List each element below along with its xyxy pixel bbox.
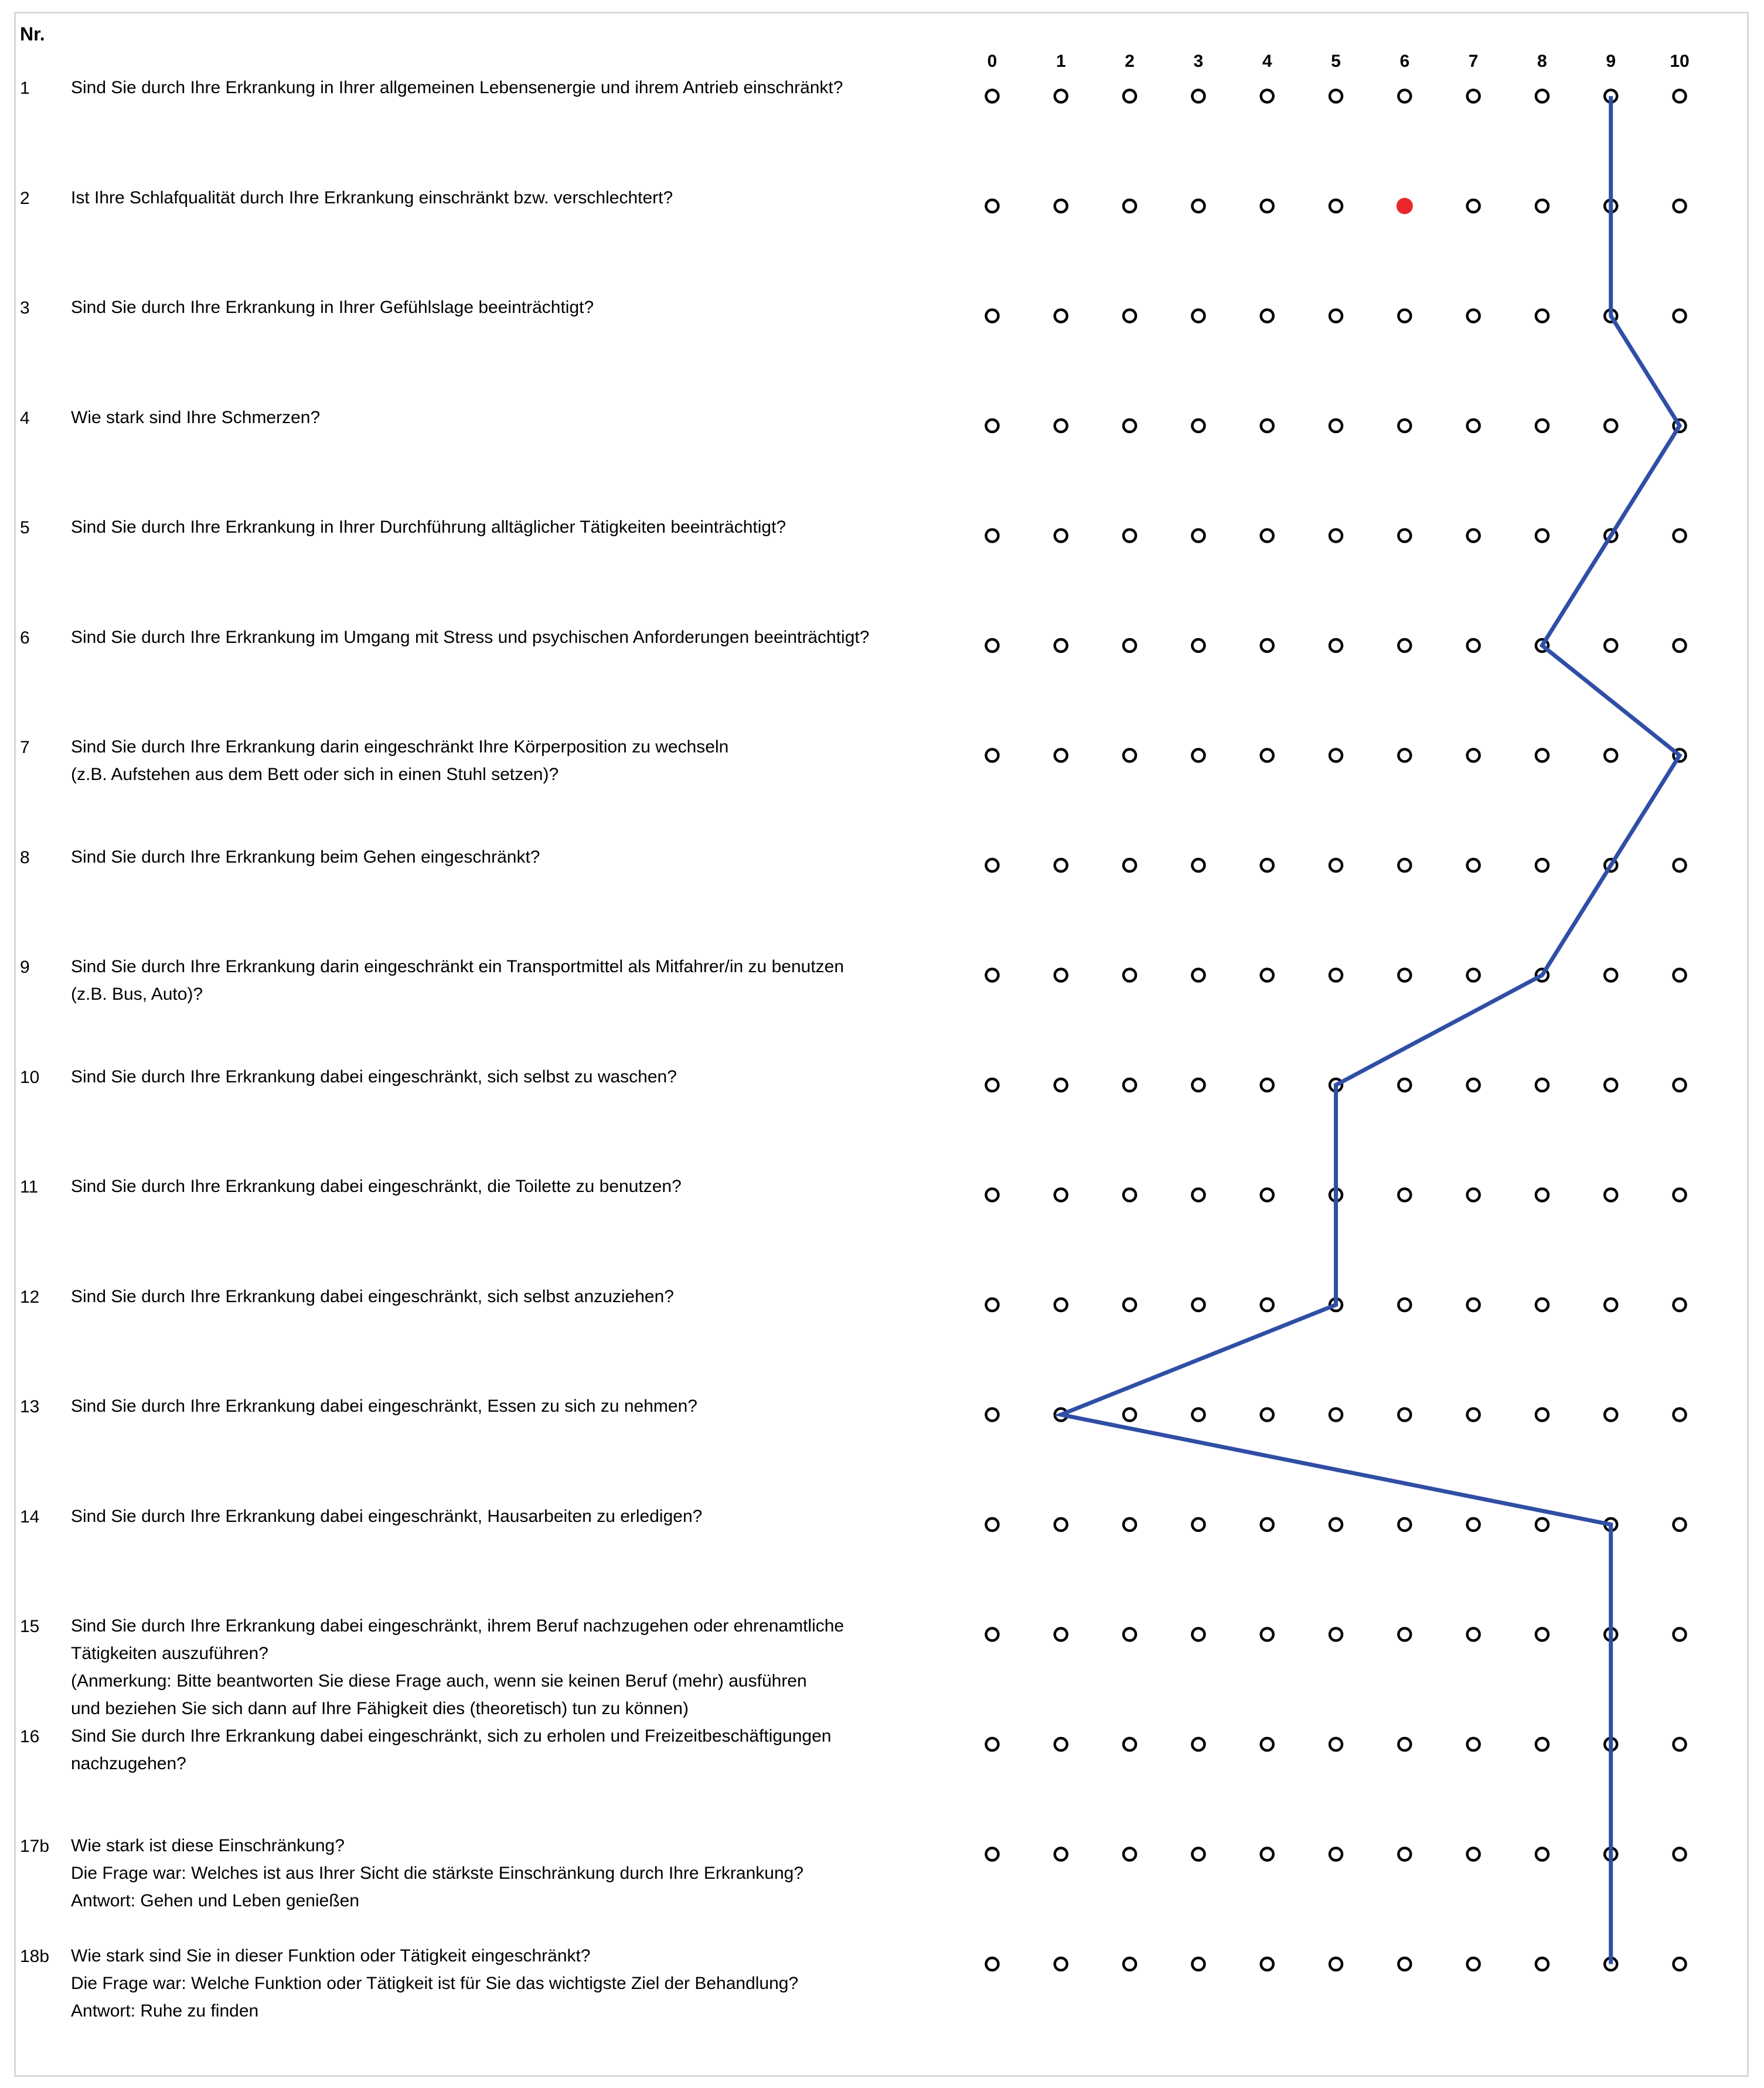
rating-option-q13-9[interactable] <box>1605 1409 1617 1421</box>
scale-label-4: 4 <box>1262 52 1272 71</box>
rating-option-q6-10[interactable] <box>1674 639 1686 652</box>
rating-option-q1-4[interactable] <box>1261 90 1273 103</box>
rating-option-q15-3[interactable] <box>1192 1629 1204 1641</box>
rating-option-q12-6[interactable] <box>1398 1299 1411 1311</box>
rating-option-q17b-6[interactable] <box>1398 1848 1411 1861</box>
question-number: 12 <box>20 1287 40 1307</box>
rating-option-q12-7[interactable] <box>1467 1299 1480 1311</box>
rating-option-q15-7[interactable] <box>1467 1629 1480 1641</box>
rating-option-q4-2[interactable] <box>1123 420 1136 432</box>
rating-option-q6-6[interactable] <box>1398 639 1411 652</box>
question-text-line: Sind Sie durch Ihre Erkrankung dabei eingeschränkt, sich selbst zu waschen? <box>71 1067 677 1086</box>
rating-option-q16-2[interactable] <box>1123 1738 1136 1750</box>
scale-label-9: 9 <box>1606 52 1616 71</box>
rating-option-q17b-0[interactable] <box>986 1848 999 1861</box>
rating-option-q13-2[interactable] <box>1123 1409 1136 1421</box>
rating-option-q4-8[interactable] <box>1536 420 1548 432</box>
rating-option-q7-9[interactable] <box>1605 750 1617 762</box>
question-number: 14 <box>20 1507 40 1527</box>
rating-option-q10-2[interactable] <box>1123 1079 1136 1091</box>
rating-option-q17b-4[interactable] <box>1261 1848 1273 1861</box>
question-number: 6 <box>20 628 30 648</box>
rating-option-q15-1[interactable] <box>1055 1629 1067 1641</box>
rating-option-q8-6[interactable] <box>1398 859 1411 871</box>
rating-option-q2-7[interactable] <box>1467 200 1480 212</box>
rating-option-q18b-10[interactable] <box>1674 1958 1686 1970</box>
rating-option-q2-3[interactable] <box>1192 200 1204 212</box>
scale-label-6: 6 <box>1399 52 1410 71</box>
highlight-dot <box>1397 198 1413 214</box>
rating-option-q4-4[interactable] <box>1261 420 1273 432</box>
question-number: 8 <box>20 847 30 867</box>
question-text-line: Sind Sie durch Ihre Erkrankung darin eingeschränkt Ihre Körperposition zu wechseln <box>71 737 729 757</box>
rating-option-q6-2[interactable] <box>1123 639 1136 652</box>
rating-option-q9-0[interactable] <box>986 969 999 982</box>
question-number: 7 <box>20 738 30 757</box>
rating-option-q3-10[interactable] <box>1674 310 1686 322</box>
rating-option-q17b-10[interactable] <box>1674 1848 1686 1861</box>
rating-option-q18b-3[interactable] <box>1192 1958 1204 1970</box>
rating-option-q8-1[interactable] <box>1055 859 1067 871</box>
rating-option-q17b-8[interactable] <box>1536 1848 1548 1861</box>
rating-option-q1-1[interactable] <box>1055 90 1067 103</box>
rating-option-q15-8[interactable] <box>1536 1629 1548 1641</box>
rating-option-q15-5[interactable] <box>1330 1629 1342 1641</box>
rating-option-q7-4[interactable] <box>1261 750 1273 762</box>
question-text-line: Sind Sie durch Ihre Erkrankung dabei eingeschränkt, Essen zu sich zu nehmen? <box>71 1396 697 1416</box>
rating-option-q9-2[interactable] <box>1123 969 1136 982</box>
rating-option-q5-6[interactable] <box>1398 530 1411 542</box>
rating-option-q2-8[interactable] <box>1536 200 1548 212</box>
rating-option-q3-5[interactable] <box>1330 310 1342 322</box>
rating-option-q6-9[interactable] <box>1605 639 1617 652</box>
rating-option-q4-7[interactable] <box>1467 420 1480 432</box>
rating-option-q5-2[interactable] <box>1123 530 1136 542</box>
rating-option-q14-6[interactable] <box>1398 1518 1411 1531</box>
nr-column-header: Nr. <box>20 23 45 45</box>
rating-option-q7-8[interactable] <box>1536 750 1548 762</box>
rating-option-q15-4[interactable] <box>1261 1629 1273 1641</box>
rating-option-q16-7[interactable] <box>1467 1738 1480 1750</box>
rating-option-q2-5[interactable] <box>1330 200 1342 212</box>
rating-option-q17b-1[interactable] <box>1055 1848 1067 1861</box>
rating-option-q16-10[interactable] <box>1674 1738 1686 1750</box>
series-line-antworten <box>1061 96 1680 1964</box>
rating-option-q1-0[interactable] <box>986 90 999 103</box>
rating-option-q4-1[interactable] <box>1055 420 1067 432</box>
rating-option-q13-7[interactable] <box>1467 1409 1480 1421</box>
rating-option-q18b-5[interactable] <box>1330 1958 1342 1970</box>
rating-option-q13-3[interactable] <box>1192 1409 1204 1421</box>
rating-option-q13-10[interactable] <box>1674 1409 1686 1421</box>
question-text-line: Sind Sie durch Ihre Erkrankung darin eingeschränkt ein Transportmittel als Mitfahrer/in zu benutzen <box>71 957 844 976</box>
rating-option-q16-6[interactable] <box>1398 1738 1411 1750</box>
rating-option-q10-9[interactable] <box>1605 1079 1617 1091</box>
rating-option-q11-8[interactable] <box>1536 1189 1548 1201</box>
rating-option-q6-0[interactable] <box>986 639 999 652</box>
rating-option-q3-2[interactable] <box>1123 310 1136 322</box>
rating-option-q14-3[interactable] <box>1192 1518 1204 1531</box>
question-number: 15 <box>20 1617 40 1636</box>
question-text-line: nachzugehen? <box>71 1753 186 1773</box>
question-text-line: (z.B. Bus, Auto)? <box>71 985 203 1004</box>
question-text-line: Die Frage war: Welche Funktion oder Tätigkeit ist für Sie das wichtigste Ziel der Behandlung? <box>71 1973 799 1993</box>
rating-option-q18b-1[interactable] <box>1055 1958 1067 1970</box>
rating-option-q18b-6[interactable] <box>1398 1958 1411 1970</box>
rating-option-q12-9[interactable] <box>1605 1299 1617 1311</box>
rating-option-q9-1[interactable] <box>1055 969 1067 982</box>
question-number: 1 <box>20 79 30 98</box>
rating-option-q13-0[interactable] <box>986 1409 999 1421</box>
rating-option-q2-4[interactable] <box>1261 200 1273 212</box>
rating-option-q7-5[interactable] <box>1330 750 1342 762</box>
rating-option-q10-7[interactable] <box>1467 1079 1480 1091</box>
rating-option-q10-0[interactable] <box>986 1079 999 1091</box>
rating-option-q13-8[interactable] <box>1536 1409 1548 1421</box>
rating-option-q17b-3[interactable] <box>1192 1848 1204 1861</box>
rating-option-q1-5[interactable] <box>1330 90 1342 103</box>
rating-option-q11-4[interactable] <box>1261 1189 1273 1201</box>
rating-option-q16-4[interactable] <box>1261 1738 1273 1750</box>
rating-option-q10-8[interactable] <box>1536 1079 1548 1091</box>
rating-option-q10-4[interactable] <box>1261 1079 1273 1091</box>
rating-option-q14-4[interactable] <box>1261 1518 1273 1531</box>
rating-option-q2-1[interactable] <box>1055 200 1067 212</box>
rating-option-q9-10[interactable] <box>1674 969 1686 982</box>
question-text-line: Wie stark sind Ihre Schmerzen? <box>71 407 321 427</box>
rating-option-q16-8[interactable] <box>1536 1738 1548 1750</box>
rating-option-q12-10[interactable] <box>1674 1299 1686 1311</box>
rating-option-q9-7[interactable] <box>1467 969 1480 982</box>
rating-option-q14-1[interactable] <box>1055 1518 1067 1531</box>
rating-option-q16-1[interactable] <box>1055 1738 1067 1750</box>
scale-label-2: 2 <box>1125 52 1135 71</box>
question-number: 4 <box>20 408 30 428</box>
scale-label-8: 8 <box>1537 52 1547 71</box>
question-number: 2 <box>20 188 30 208</box>
rating-option-q14-2[interactable] <box>1123 1518 1136 1531</box>
question-number: 9 <box>20 958 30 977</box>
rating-option-q15-2[interactable] <box>1123 1629 1136 1641</box>
rating-option-q8-0[interactable] <box>986 859 999 871</box>
rating-option-q3-8[interactable] <box>1536 310 1548 322</box>
rating-option-q11-6[interactable] <box>1398 1189 1411 1201</box>
rating-option-q7-2[interactable] <box>1123 750 1136 762</box>
rating-option-q5-1[interactable] <box>1055 530 1067 542</box>
question-text-line: Wie stark sind Sie in dieser Funktion oder Tätigkeit eingeschränkt? <box>71 1946 591 1966</box>
rating-option-q5-4[interactable] <box>1261 530 1273 542</box>
question-number: 11 <box>20 1177 39 1197</box>
rating-option-q12-2[interactable] <box>1123 1299 1136 1311</box>
rating-option-q3-1[interactable] <box>1055 310 1067 322</box>
rating-option-q18b-0[interactable] <box>986 1958 999 1970</box>
rating-option-q3-0[interactable] <box>986 310 999 322</box>
rating-option-q7-3[interactable] <box>1192 750 1204 762</box>
rating-option-q14-10[interactable] <box>1674 1518 1686 1531</box>
question-text-line: Sind Sie durch Ihre Erkrankung in Ihrer Gefühlslage beeinträchtigt? <box>71 298 594 317</box>
rating-option-q6-1[interactable] <box>1055 639 1067 652</box>
scale-label-7: 7 <box>1468 52 1479 71</box>
rating-option-q8-2[interactable] <box>1123 859 1136 871</box>
rating-option-q12-8[interactable] <box>1536 1299 1548 1311</box>
rating-option-q15-10[interactable] <box>1674 1629 1686 1641</box>
question-text-line: Ist Ihre Schlafqualität durch Ihre Erkrankung einschränkt bzw. verschlechtert? <box>71 188 673 207</box>
rating-option-q3-6[interactable] <box>1398 310 1411 322</box>
rating-option-q10-6[interactable] <box>1398 1079 1411 1091</box>
question-number: 5 <box>20 518 30 537</box>
rating-option-q16-0[interactable] <box>986 1738 999 1750</box>
rating-option-q18b-2[interactable] <box>1123 1958 1136 1970</box>
rating-option-q2-2[interactable] <box>1123 200 1136 212</box>
rating-option-q1-3[interactable] <box>1192 90 1204 103</box>
rating-option-q14-7[interactable] <box>1467 1518 1480 1531</box>
rating-option-q7-6[interactable] <box>1398 750 1411 762</box>
question-text-line: Die Frage war: Welches ist aus Ihrer Sicht die stärkste Einschränkung durch Ihre Erkrankung? <box>71 1864 804 1883</box>
rating-option-q3-7[interactable] <box>1467 310 1480 322</box>
rating-option-q11-7[interactable] <box>1467 1189 1480 1201</box>
rating-option-q17b-2[interactable] <box>1123 1848 1136 1861</box>
question-number: 18b <box>20 1946 50 1966</box>
question-text-line: Sind Sie durch Ihre Erkrankung dabei eingeschränkt, die Toilette zu benutzen? <box>71 1177 682 1196</box>
rating-option-q4-9[interactable] <box>1605 420 1617 432</box>
rating-option-q5-0[interactable] <box>986 530 999 542</box>
rating-option-q13-6[interactable] <box>1398 1409 1411 1421</box>
question-text-line: Sind Sie durch Ihre Erkrankung im Umgang mit Stress und psychischen Anforderungen beeinträchtigt? <box>71 627 870 647</box>
rating-option-q11-2[interactable] <box>1123 1189 1136 1201</box>
scale-label-10: 10 <box>1670 52 1690 71</box>
rating-option-q7-7[interactable] <box>1467 750 1480 762</box>
rating-option-q9-9[interactable] <box>1605 969 1617 982</box>
rating-option-q17b-5[interactable] <box>1330 1848 1342 1861</box>
rating-option-q9-3[interactable] <box>1192 969 1204 982</box>
rating-option-q11-0[interactable] <box>986 1189 999 1201</box>
rating-option-q5-5[interactable] <box>1330 530 1342 542</box>
question-text-line: Antwort: Ruhe zu finden <box>71 2001 259 2021</box>
question-number: 17b <box>20 1837 50 1856</box>
rating-option-q14-8[interactable] <box>1536 1518 1548 1531</box>
rating-option-q11-3[interactable] <box>1192 1189 1204 1201</box>
question-number: 13 <box>20 1397 40 1416</box>
rating-option-q6-3[interactable] <box>1192 639 1204 652</box>
question-text-line: Sind Sie durch Ihre Erkrankung in Ihrer Durchführung alltäglicher Tätigkeiten beeinträchtigt? <box>71 517 786 537</box>
rating-option-q4-0[interactable] <box>986 420 999 432</box>
rating-option-q13-5[interactable] <box>1330 1409 1342 1421</box>
rating-option-q7-1[interactable] <box>1055 750 1067 762</box>
rating-option-q4-5[interactable] <box>1330 420 1342 432</box>
question-number: 16 <box>20 1726 40 1746</box>
rating-option-q10-3[interactable] <box>1192 1079 1204 1091</box>
rating-option-q13-4[interactable] <box>1261 1409 1273 1421</box>
rating-option-q1-7[interactable] <box>1467 90 1480 103</box>
rating-option-q6-5[interactable] <box>1330 639 1342 652</box>
rating-option-q9-6[interactable] <box>1398 969 1411 982</box>
scale-label-0: 0 <box>987 52 997 71</box>
rating-option-q11-1[interactable] <box>1055 1189 1067 1201</box>
question-text-line: Antwort: Gehen und Leben genießen <box>71 1891 360 1910</box>
rating-option-q15-0[interactable] <box>986 1629 999 1641</box>
rating-option-q3-4[interactable] <box>1261 310 1273 322</box>
rating-option-q2-10[interactable] <box>1674 200 1686 212</box>
question-text-line: Wie stark ist diese Einschränkung? <box>71 1836 345 1855</box>
rating-option-q8-3[interactable] <box>1192 859 1204 871</box>
question-text-line: Sind Sie durch Ihre Erkrankung in Ihrer allgemeinen Lebensenergie und ihrem Antrieb einschränkt? <box>71 78 843 97</box>
rating-option-q6-4[interactable] <box>1261 639 1273 652</box>
question-text-line: Sind Sie durch Ihre Erkrankung dabei eingeschränkt, sich zu erholen und Freizeitbeschäftigungen <box>71 1726 832 1746</box>
rating-option-q5-10[interactable] <box>1674 530 1686 542</box>
question-text-line: und beziehen Sie sich dann auf Ihre Fähigkeit dies (theoretisch) tun zu können) <box>71 1699 689 1718</box>
rating-option-q8-7[interactable] <box>1467 859 1480 871</box>
question-text-line: Sind Sie durch Ihre Erkrankung dabei eingeschränkt, Hausarbeiten zu erledigen? <box>71 1506 703 1526</box>
rating-option-q8-4[interactable] <box>1261 859 1273 871</box>
rating-option-q10-10[interactable] <box>1674 1079 1686 1091</box>
rating-option-q1-6[interactable] <box>1398 90 1411 103</box>
rating-option-q2-0[interactable] <box>986 200 999 212</box>
rating-option-q1-10[interactable] <box>1674 90 1686 103</box>
rating-option-q8-5[interactable] <box>1330 859 1342 871</box>
rating-option-q18b-7[interactable] <box>1467 1958 1480 1970</box>
scale-label-1: 1 <box>1055 52 1066 71</box>
scale-label-3: 3 <box>1193 52 1204 71</box>
question-text-line: Sind Sie durch Ihre Erkrankung beim Gehen eingeschränkt? <box>71 847 540 867</box>
question-text-line: Sind Sie durch Ihre Erkrankung dabei eingeschränkt, sich selbst anzuziehen? <box>71 1286 674 1306</box>
rating-option-q10-1[interactable] <box>1055 1079 1067 1091</box>
rating-option-q9-4[interactable] <box>1261 969 1273 982</box>
rating-option-q18b-4[interactable] <box>1261 1958 1273 1970</box>
rating-option-q12-0[interactable] <box>986 1299 999 1311</box>
rating-option-q8-10[interactable] <box>1674 859 1686 871</box>
rating-option-q9-5[interactable] <box>1330 969 1342 982</box>
rating-option-q12-4[interactable] <box>1261 1299 1273 1311</box>
rating-option-q17b-7[interactable] <box>1467 1848 1480 1861</box>
rating-option-q1-2[interactable] <box>1123 90 1136 103</box>
rating-option-q4-3[interactable] <box>1192 420 1204 432</box>
scale-label-5: 5 <box>1331 52 1341 71</box>
rating-option-q16-3[interactable] <box>1192 1738 1204 1750</box>
rating-option-q11-10[interactable] <box>1674 1189 1686 1201</box>
question-number: 10 <box>20 1067 40 1087</box>
rating-option-q8-8[interactable] <box>1536 859 1548 871</box>
rating-option-q12-3[interactable] <box>1192 1299 1204 1311</box>
question-number: 3 <box>20 298 30 318</box>
question-text-line: (z.B. Aufstehen aus dem Bett oder sich in einen Stuhl setzen)? <box>71 765 559 784</box>
rating-option-q14-5[interactable] <box>1330 1518 1342 1531</box>
rating-option-q12-1[interactable] <box>1055 1299 1067 1311</box>
rating-option-q18b-8[interactable] <box>1536 1958 1548 1970</box>
rating-option-q5-3[interactable] <box>1192 530 1204 542</box>
rating-option-q5-8[interactable] <box>1536 530 1548 542</box>
rating-option-q11-9[interactable] <box>1605 1189 1617 1201</box>
rating-option-q16-5[interactable] <box>1330 1738 1342 1750</box>
rating-option-q3-3[interactable] <box>1192 310 1204 322</box>
rating-option-q5-7[interactable] <box>1467 530 1480 542</box>
rating-option-q4-6[interactable] <box>1398 420 1411 432</box>
question-text-line: Sind Sie durch Ihre Erkrankung dabei eingeschränkt, ihrem Beruf nachzugehen oder ehrenamtliche <box>71 1616 844 1636</box>
rating-option-q14-0[interactable] <box>986 1518 999 1531</box>
rating-option-q1-8[interactable] <box>1536 90 1548 103</box>
question-text-line: (Anmerkung: Bitte beantworten Sie diese Frage auch, wenn sie keinen Beruf (mehr) ausführen <box>71 1671 807 1691</box>
rating-option-q15-6[interactable] <box>1398 1629 1411 1641</box>
rating-option-q7-0[interactable] <box>986 750 999 762</box>
rating-option-q6-7[interactable] <box>1467 639 1480 652</box>
question-text-line: Tätigkeiten auszuführen? <box>71 1644 268 1663</box>
